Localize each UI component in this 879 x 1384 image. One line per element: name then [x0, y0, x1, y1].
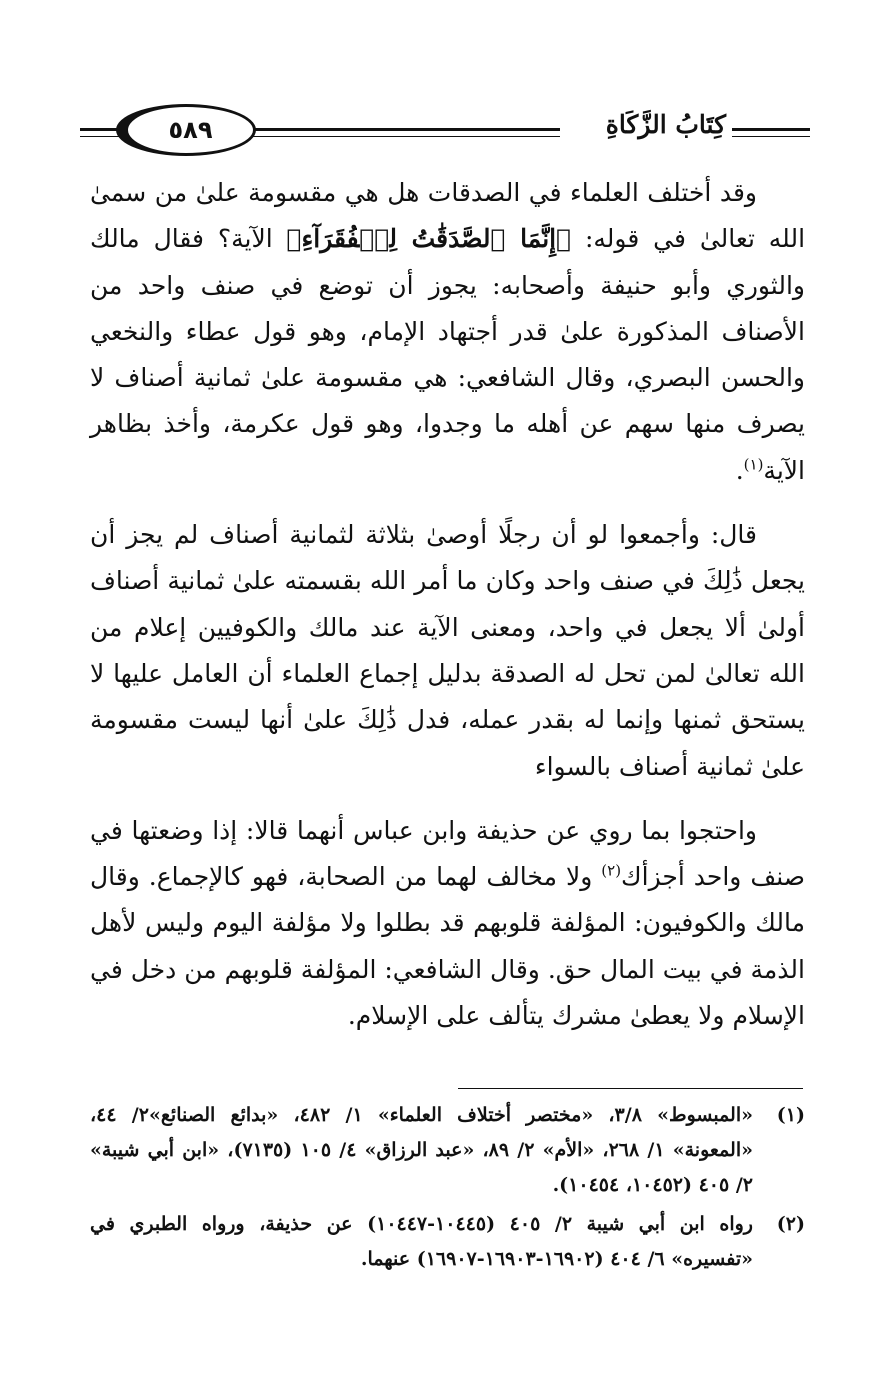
footnotes [90, 1098, 805, 1281]
header-rule-right [730, 128, 810, 131]
quran-verse: ﴿إِنَّمَا ٱلصَّدَقَٰتُ لِلۡفُقَرَآءِ﴾ [286, 224, 572, 254]
footnote-1 [90, 1098, 805, 1203]
footnote-2 [90, 1207, 805, 1277]
page-number-badge [116, 104, 256, 156]
footnote-1-number: (١) [776, 1104, 805, 1126]
paragraph-2: قال: وأجمعوا لو أن رجلًا أوصىٰ بثلاثة لثمانية أصناف لم يجز أن يجعل ذَٰلِكَ في صنف واحد وكان ما أمر الله بقسمته علىٰ ثمانية أصناف أولىٰ ألا يجعل في واحد، ومعنى الآية عند مالك والكوفيين إعلام من الله تعالىٰ لمن تحل له الصدقة بدليل إجماع العلماء أن العامل عليها لا يستحق ثمنها وإنما له بقدر عمله، فدل ذَٰلِكَ علىٰ أنها ليست مقسومة علىٰ ثمانية أصناف بالسواء [90, 520, 805, 781]
paragraph-3-before: واحتجوا بما روي عن حذيفة وابن عباس أنهما قالا: إذا وضعتها في صنف واحد أجزأك [90, 815, 806, 892]
header-rule-right-thin [730, 136, 810, 137]
page-number: ٥٨٩ [168, 116, 213, 144]
footnote-separator [458, 1088, 803, 1089]
paragraph-1-end: . [735, 455, 744, 485]
header-rule-middle [250, 128, 560, 131]
header-rule-middle-thin [250, 136, 560, 137]
paragraph-1-before: وقد أختلف العلماء في الصدقات هل هي مقسومة علىٰ من سمىٰ الله تعالىٰ في قوله: [90, 178, 806, 254]
footnote-ref-2: (٢) [601, 861, 622, 880]
paragraph-1-after: الآية؟ فقال مالك والثوري وأبو حنيفة وأصحابه: يجوز أن توضع في صنف واحد من الأصناف المذكورة علىٰ قدر أجتهاد الإمام، وهو قول عطاء والنخعي والحسن البصري، وقال الشافعي: هي مقسومة علىٰ ثمانية أصناف لا يصرف منها سهم عن أهله ما وجدوا، وهو قول عكرمة، وأخذ بظاهر الآية [90, 224, 805, 485]
footnote-2-text: رواه ابن أبي شيبة ٢/ ٤٠٥ (١٠٤٤٥-١٠٤٤٧) عن حذيفة، ورواه الطبري في «تفسيره» ٦/ ٤٠٤ (١٦٩٠٢-١٦٩٠٣-١٦٩٠٧) عنهما. [90, 1213, 753, 1270]
paragraph-3-after: ولا مخالف لهما من الصحابة، فهو كالإجماع. وقال مالك والكوفيون: المؤلفة قلوبهم قد بطلوا ولا مؤلفة اليوم وليس لأهل الذمة في بيت المال حق. وقال الشافعي: المؤلفة قلوبهم من دخل في الإسلام ولا يعطىٰ مشرك يتألف على الإسلام. [90, 862, 805, 1031]
footnote-2-number: (٢) [776, 1213, 805, 1235]
main-text [90, 170, 805, 1039]
page-header [80, 100, 810, 160]
footnote-1-text: «المبسوط» ٣/٨، «مختصر أختلاف العلماء» ١/ ٤٨٢، «بدائع الصنائع»٢/ ٤٤، «المعونة» ١/ ٢٦٨، «الأم» ٢/ ٨٩، «عبد الرزاق» ٤/ ١٠٥ (٧١٣٥)، «ابن أبي شيبة» ٢/ ٤٠٥ (١٠٤٥٢، ١٠٤٥٤). [90, 1104, 753, 1196]
paragraph-1 [90, 170, 805, 494]
paragraph-3 [90, 808, 805, 1039]
header-rule-left [80, 128, 120, 131]
header-rule-left-thin [80, 136, 120, 137]
footnote-ref-1: (١) [743, 455, 764, 474]
running-title: كِتَابُ الزَّكَاةِ [600, 110, 732, 139]
